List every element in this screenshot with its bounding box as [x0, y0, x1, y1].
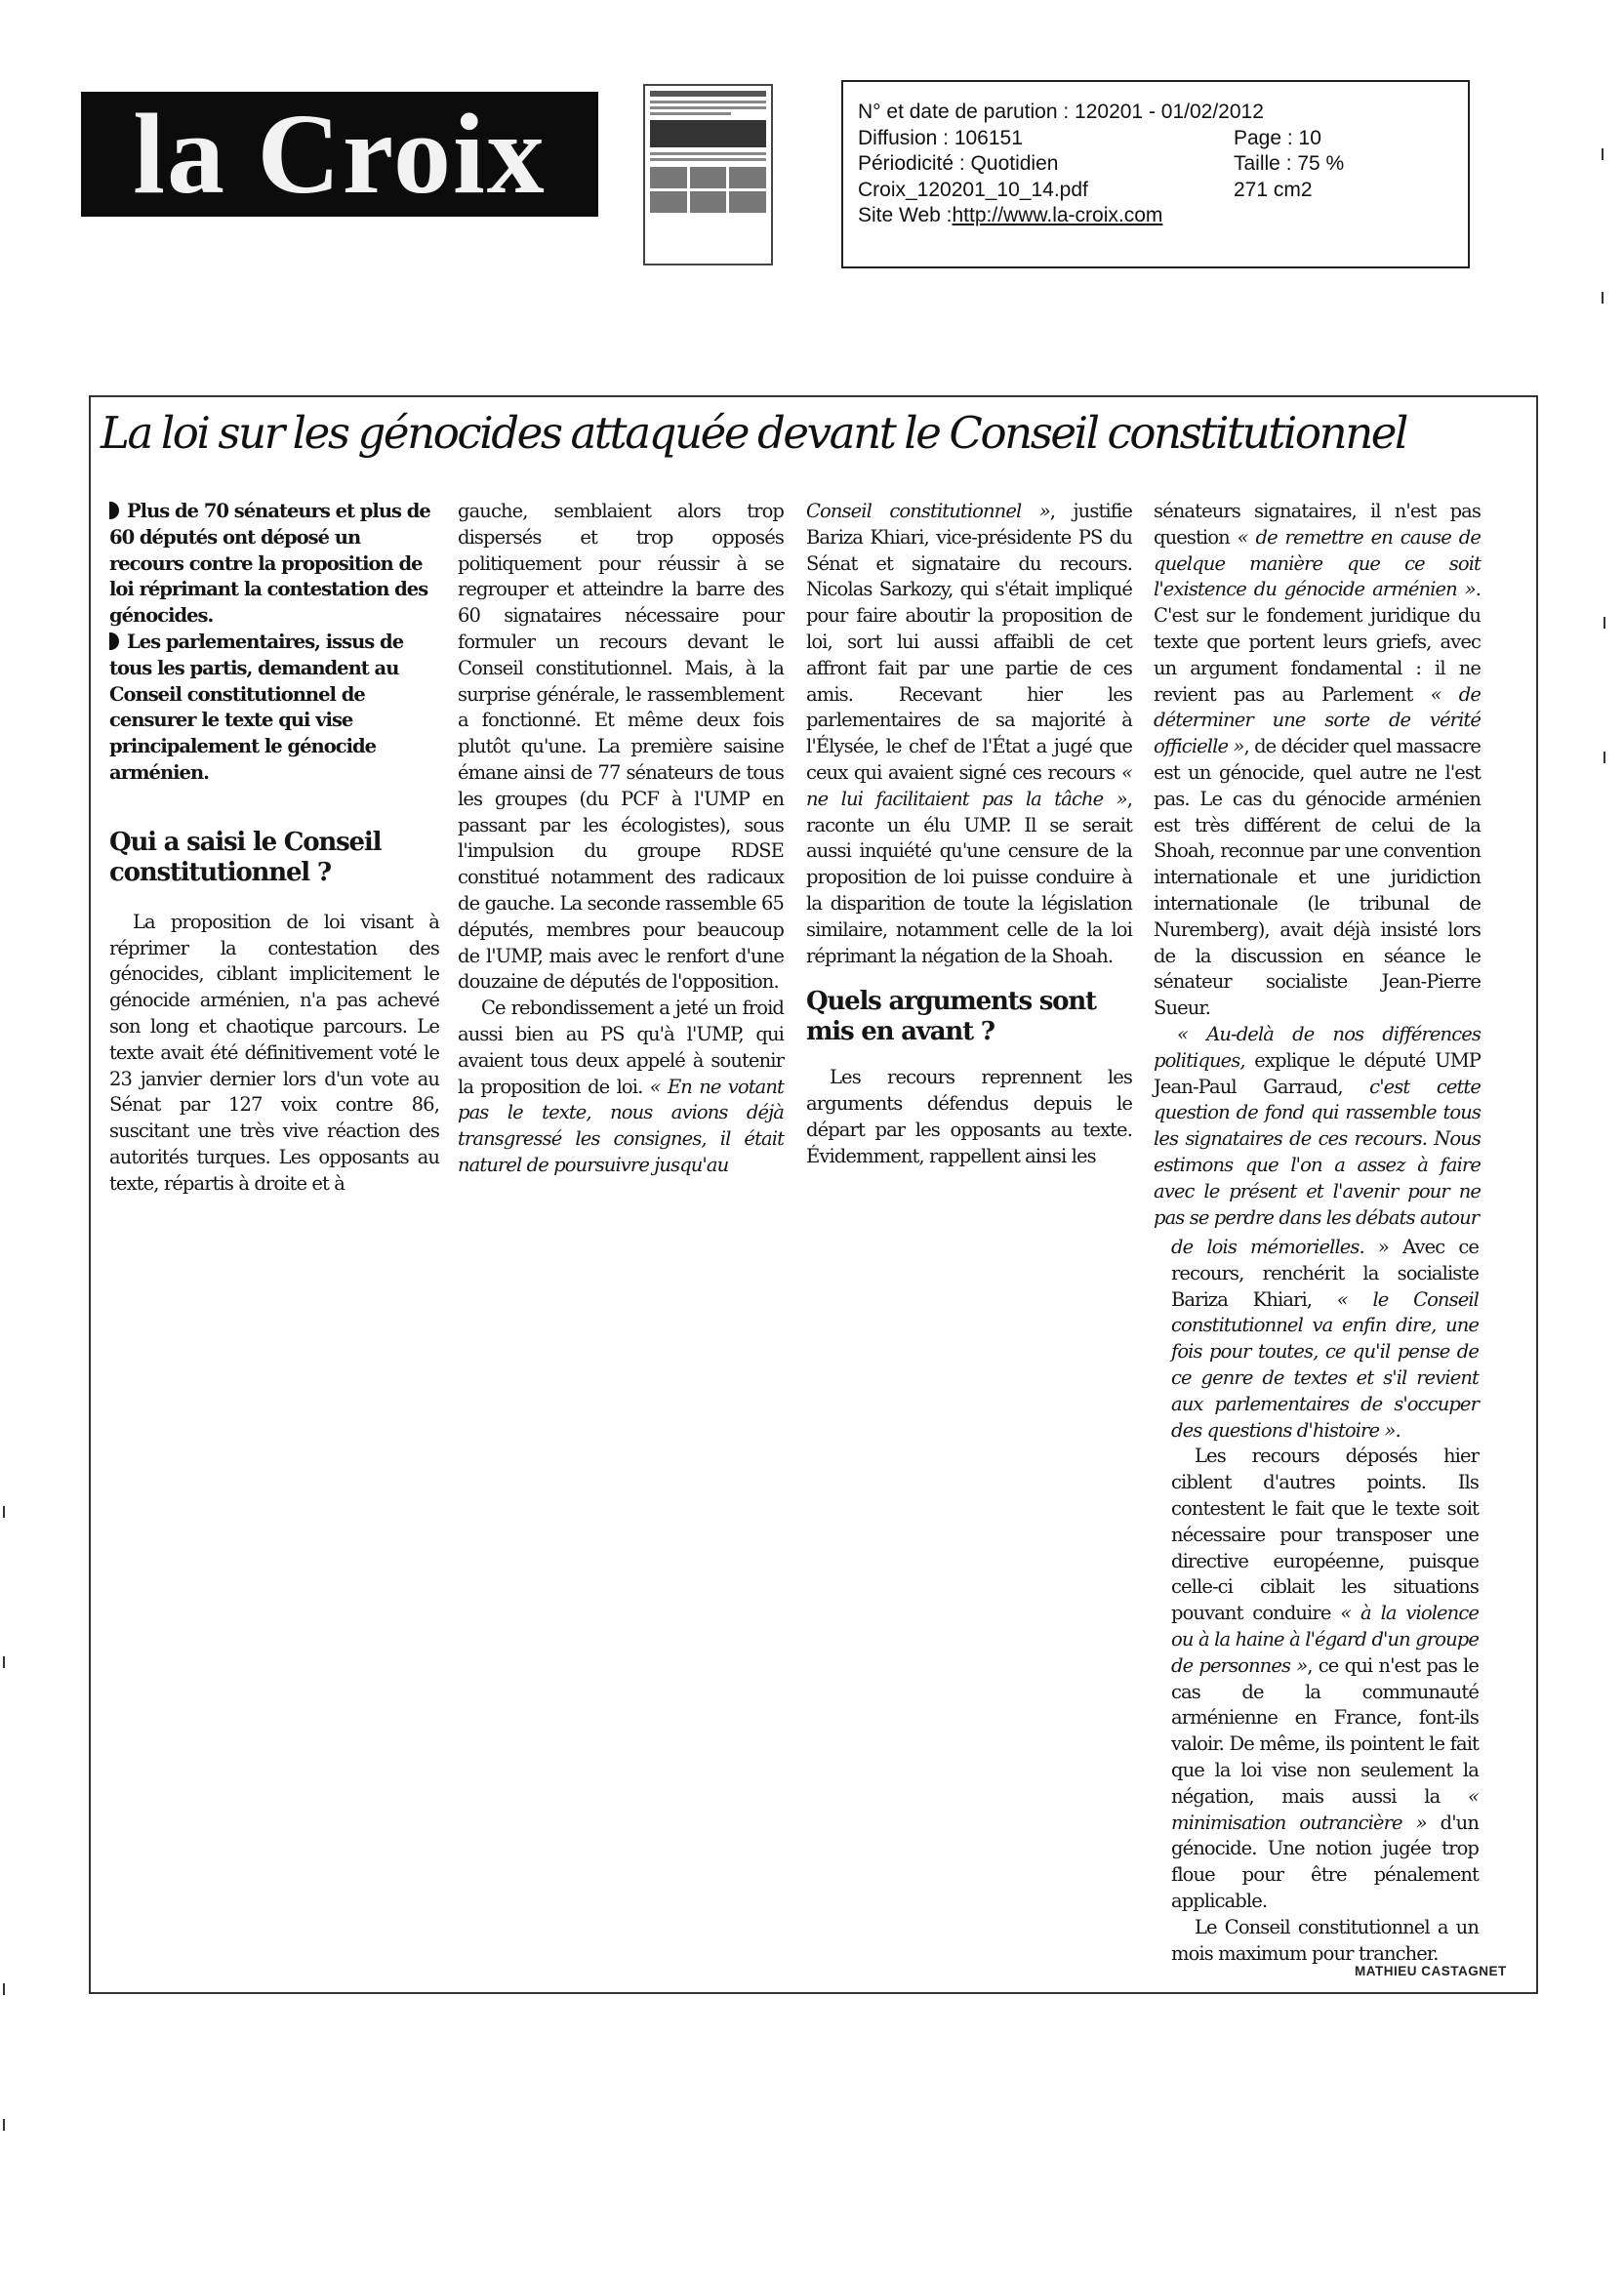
- paragraph: Conseil constitutionnel », justifie Bariza Khiari, vice-présidente PS du Sénat et signataire du recours. Nicolas Sarkozy, qui s'était impliqué pour faire aboutir la proposition de loi, sort lui aussi affaibli de cet affront fait par une partie de ces amis. Recevant hier les parlementaires de sa majorité à l'Élysée, le chef de l'État a jugé que ceux qui avaient signé ces recours « ne lui facilitaient pas la tâche », raconte un élu UMP. Il se serait aussi inquiété qu'une censure de la proposition de loi puisse conduire à la disparition de toute la législation similaire, notamment celle de la loi réprimant la négation de la Shoah.: [806, 500, 1133, 967]
- bullet-icon: [109, 502, 119, 519]
- article-column-3: [806, 499, 1132, 1170]
- file-name: Croix_120201_10_14.pdf: [858, 178, 1088, 201]
- article-column-2: [458, 499, 784, 1179]
- subheading-1: Qui a saisi le Conseil constitutionnel ?: [109, 827, 382, 887]
- paragraph: de lois mémorielles. » Avec ce recours, renchérit la socialiste Bariza Khiari, « le Conseil constitutionnel va enfin dire, une fois pour toutes, ce qu'il pense de ce genre de textes et s'il revient aux parlementaires de s'occuper des questions d'histoire ».: [1171, 1236, 1480, 1442]
- chapo-2: Les parlementaires, issus de tous les partis, demandent au Conseil constitutionnel de censurer le texte qui vise principalement le génocide arménien.: [109, 630, 404, 784]
- paragraph: La proposition de loi visant à réprimer la contestation des génocides, ciblant implicitement le génocide arménien, n'a pas achevé son long et chaotique parcours. Le texte avait été définitivement voté le 23 janvier dernier lors d'un vote au Sénat par 127 voix contre 86, suscitant une très vive réaction des autorités turques. Les opposants au texte, répartis à droite et à: [109, 910, 439, 1195]
- paragraph: Le Conseil constitutionnel a un mois maximum pour trancher.: [1171, 1915, 1479, 1965]
- page-thumbnail: [643, 84, 773, 265]
- scan-mark: [1604, 752, 1605, 763]
- page-info: Page : 10: [1234, 126, 1321, 149]
- paragraph: Ce rebondissement a jeté un froid aussi bien au PS qu'à l'UMP, qui avaient tous deux appelé à soutenir la proposition de loi. « En ne votant pas le texte, nous avions déjà transgressé les consignes, il était naturel de poursuivre jusqu'au: [458, 997, 784, 1176]
- scan-mark: [1604, 617, 1605, 629]
- scan-mark: [1602, 292, 1604, 304]
- scan-mark: [3, 1656, 5, 1668]
- newspaper-logo: la Croix: [81, 92, 598, 217]
- article-column-5: [1171, 1235, 1479, 1967]
- surface-info: 271 cm2: [1234, 178, 1313, 201]
- paragraph: gauche, semblaient alors trop dispersés et trop opposés politiquement pour réussir à se regrouper et atteindre la barre des 60 signataires nécessaire pour formuler un recours devant le Conseil constitutionnel. Mais, à la surprise générale, le rassemblement a fonctionné. Et même deux fois plutôt qu'une. La première saisine émane ainsi de 77 sénateurs de tous les groupes (du PCF à l'UMP en passant par les écologistes), sous l'impulsion du groupe RDSE constitué notamment des radicaux de gauche. La seconde rassemble 65 députés, membres pour beaucoup de l'UMP, mais avec le renfort d'une douzaine de députés de l'opposition.: [458, 500, 784, 994]
- scan-mark: [3, 1506, 5, 1518]
- parution-info: N° et date de parution : 120201 - 01/02/2012: [858, 101, 1264, 123]
- subheading-2: Quels arguments sont mis en avant ?: [806, 987, 1096, 1047]
- paragraph: Les recours déposés hier ciblent d'autres points. Ils contestent le fait que le texte soit nécessaire pour transposer une directive européenne, puisque celle-ci ciblait les situations pouvant conduire « à la violence ou à la haine à l'égard d'un groupe de personnes », ce qui n'est pas le cas de la communauté arménienne en France, font-ils valoir. De même, ils pointent le fait que la loi vise non seulement la négation, mais aussi la « minimisation outrancière » d'un génocide. Une notion jugée trop floue pour être pénalement applicable.: [1171, 1445, 1479, 1912]
- paragraph: sénateurs signataires, il n'est pas question « de remettre en cause de quelque manière que ce soit l'existence du génocide arménien ». C'est sur le fondement juridique du texte que portent leurs griefs, avec un argument fondamental : il ne revient pas au Parlement « de déterminer une sorte de vérité officielle », de décider quel massacre est un génocide, quel autre ne l'est pas. Le cas du génocide arménien est très différent de celui de la Shoah, reconnue par une convention internationale et une juridiction internationale (le tribunal de Nuremberg), avait déjà insisté lors de la discussion en séance le sénateur socialiste Jean-Pierre Sueur.: [1154, 500, 1482, 1020]
- article-column-1: [109, 499, 439, 1198]
- scan-mark: [3, 1983, 5, 1995]
- taille-info: Taille : 75 %: [1234, 152, 1345, 175]
- article-headline: La loi sur les génocides attaquée devant le Conseil constitutionnel: [101, 407, 1406, 459]
- article-column-4: [1154, 499, 1481, 1231]
- scan-mark: [1602, 148, 1604, 160]
- paragraph: « Au-delà de nos différences politiques, explique le député UMP Jean-Paul Garraud, c'est cette question de fond qui rassemble tous les signataires de ces recours. Nous estimons que l'on a assez à faire avec le présent et l'avenir pour ne pas se perdre dans les débats autour: [1154, 1022, 1481, 1229]
- chapo-1: Plus de 70 sénateurs et plus de 60 députés ont déposé un recours contre la proposition de loi réprimant la contestation des génocides.: [109, 500, 430, 628]
- site-link[interactable]: http://www.la-croix.com: [952, 204, 1163, 226]
- periodicite-info: Périodicité : Quotidien: [858, 152, 1059, 175]
- publication-info-box: [841, 80, 1470, 268]
- diffusion-info: Diffusion : 106151: [858, 126, 1023, 149]
- site-label: Site Web :: [858, 204, 953, 226]
- paragraph: Les recours reprennent les arguments défendus depuis le départ par les opposants au texte. Évidemment, rappellent ainsi les: [806, 1066, 1132, 1167]
- scan-mark: [3, 2119, 5, 2131]
- author-signature: MATHIEU CASTAGNET: [1355, 1964, 1507, 1978]
- bullet-icon: [109, 632, 119, 650]
